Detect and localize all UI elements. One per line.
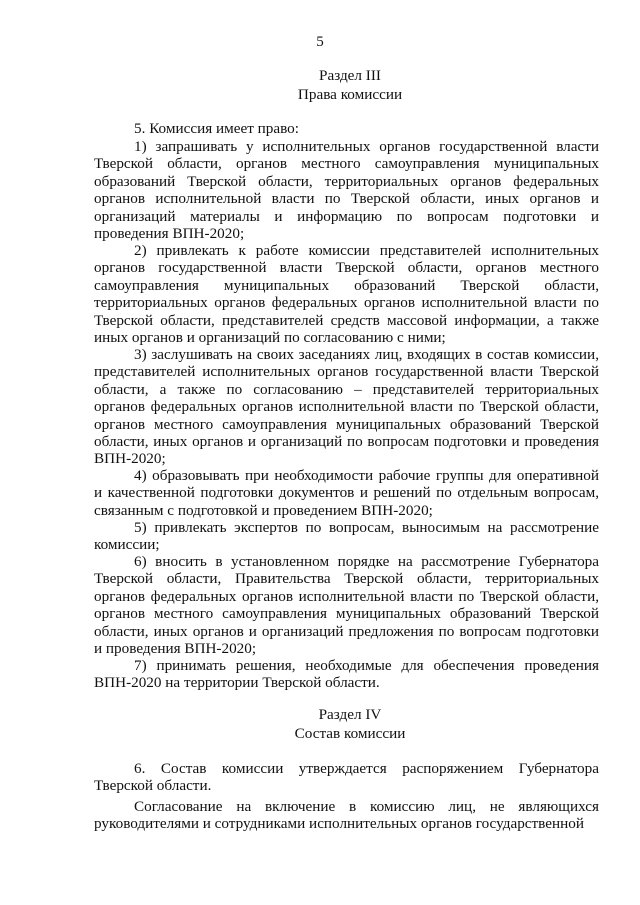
section-heading-3 <box>0 67 640 104</box>
list-item-7: 7) принимать решения, необходимые для обеспечения проведения ВПН-2020 на территории Тверской области. <box>94 657 599 692</box>
page-number: 5 <box>316 34 324 50</box>
paragraph-5-intro: 5. Комиссия имеет право: <box>134 120 299 137</box>
section-subtitle: Права комиссии <box>297 85 403 103</box>
section-subtitle: Состав комиссии <box>294 724 406 742</box>
list-item-5: 5) привлекать экспертов по вопросам, выносимым на рассмотрение комиссии; <box>94 519 599 554</box>
list-item-3: 3) заслушивать на своих заседаниях лиц, входящих в состав комиссии, представителей исполнительных органов государственной власти Тверской области, а также по согласованию – представителей территориальных органов федеральных органов исполнительной власти по Тверской области, органов местного самоуправления муниципальных образований Тверской области, иных органов и организаций по вопросам подготовки и проведения ВПН-2020; <box>94 346 599 468</box>
section-title: Раздел IV <box>318 706 382 723</box>
section-title: Раздел III <box>319 67 381 84</box>
paragraph-6: 6. Состав комиссии утверждается распоряжением Губернатора Тверской области. <box>94 760 599 795</box>
list-item-2: 2) привлекать к работе комиссии представителей исполнительных органов государственной власти Тверской области, органов местного самоуправления муниципальных образований Тверской области, территориальных органов федеральных органов исполнительной власти по Тверской области, представителей средств массовой информации, а также иных органов и организаций по согласованию с ними; <box>94 242 599 347</box>
list-item-1: 1) запрашивать у исполнительных органов государственной власти Тверской области, органов местного самоуправления муниципальных образований Тверской области, территориальных органов федеральных органов исполнительной власти по Тверской области, иных органов и организаций материалы и информацию по вопросам подготовки и проведения ВПН-2020; <box>94 138 599 243</box>
paragraph-6-cont: Согласование на включение в комиссию лиц, не являющихся руководителями и сотрудниками исполнительных органов государственной <box>94 798 599 833</box>
list-item-4: 4) образовывать при необходимости рабочие группы для оперативной и качественной подготовки документов и решений по отдельным вопросам, связанным с подготовкой и проведением ВПН-2020; <box>94 467 599 519</box>
list-item-6: 6) вносить в установленном порядке на рассмотрение Губернатора Тверской области, Правительства Тверской области, территориальных органов федеральных органов исполнительной власти по Тверской области, органов местного самоуправления муниципальных образований Тверской области, иных органов и организаций предложения по вопросам подготовки и проведения ВПН-2020; <box>94 553 599 658</box>
section-heading-4 <box>0 706 640 743</box>
